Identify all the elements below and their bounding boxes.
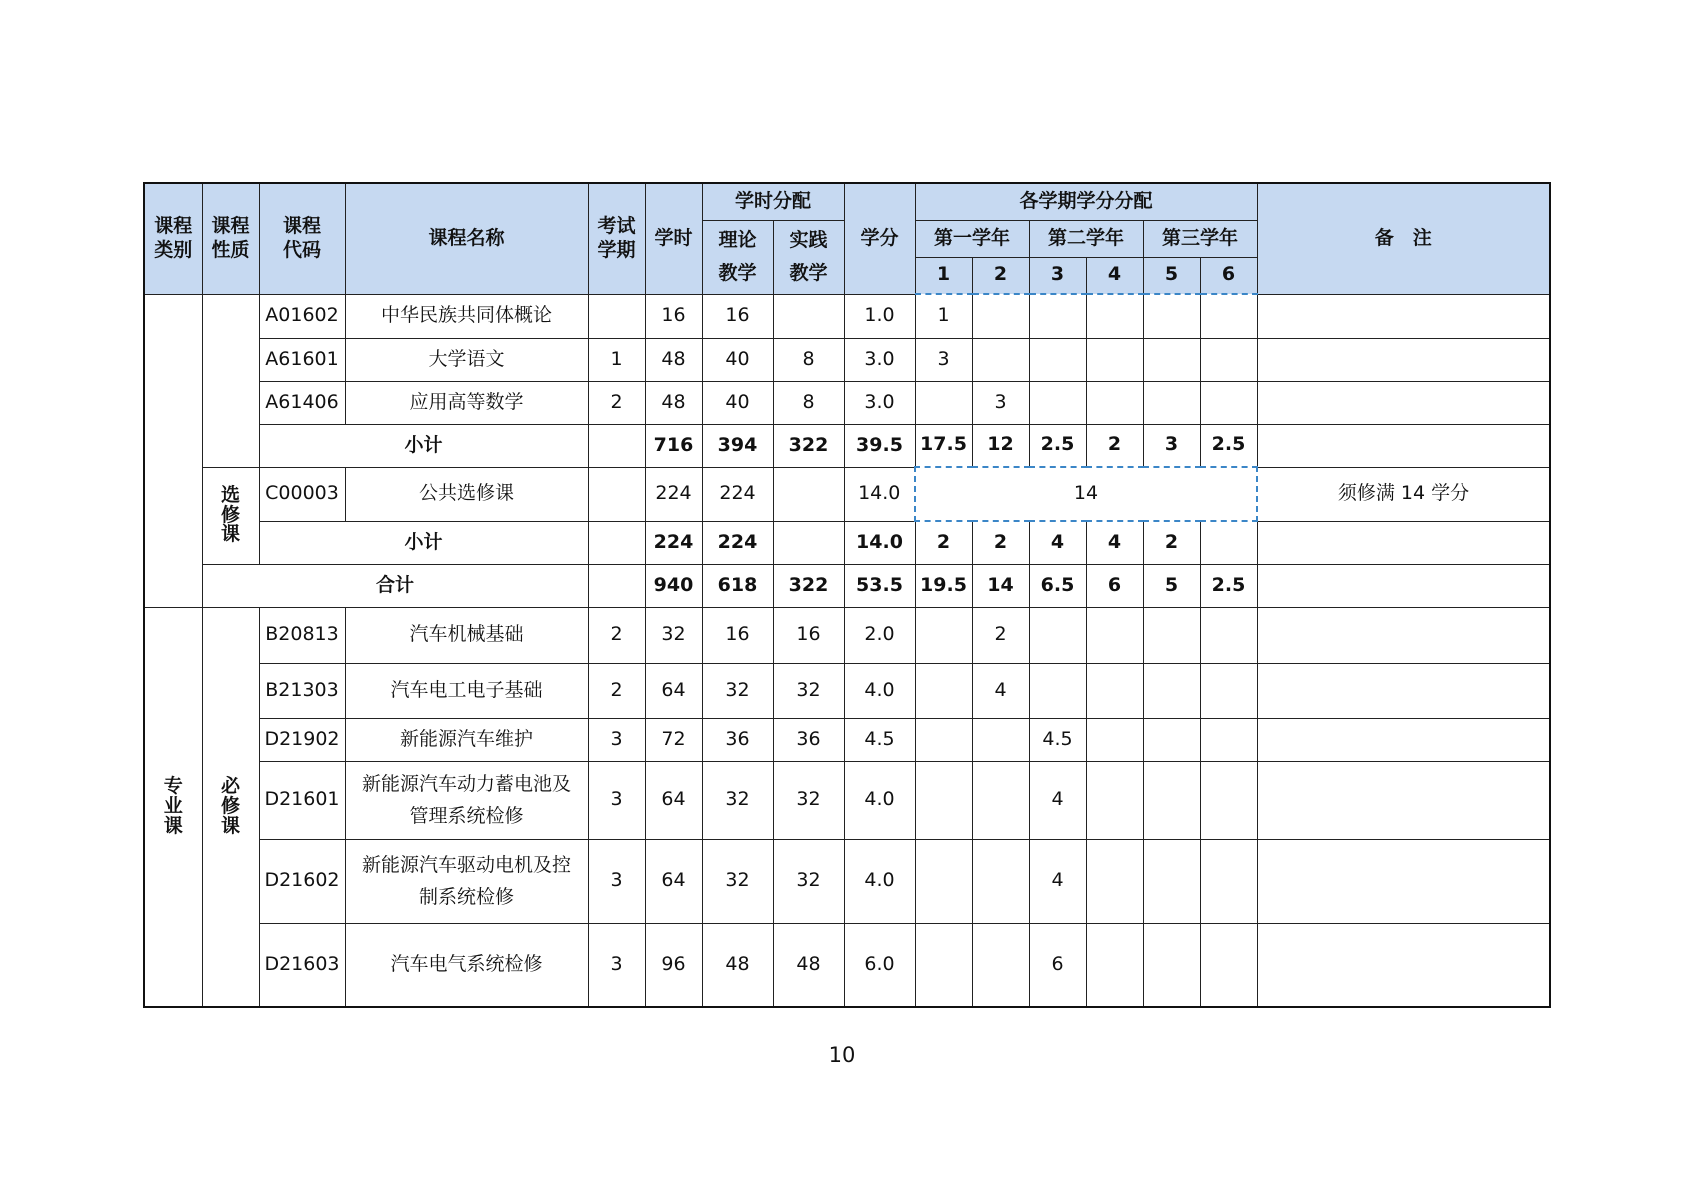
exam-term: [588, 467, 645, 521]
course-name: 汽车电工电子基础: [345, 663, 588, 718]
hours: 16: [645, 294, 702, 338]
sem-credit: [915, 761, 972, 839]
sem-credit: [1086, 663, 1143, 718]
header-practice: 实践 教学: [773, 220, 844, 294]
header-theory: 理论 教学: [702, 220, 773, 294]
sem-credit: 6.5: [1029, 564, 1086, 607]
theory-hours: 32: [702, 839, 773, 923]
course-code: B20813: [259, 607, 345, 663]
header-hours-split: 学时分配: [702, 183, 844, 220]
practice-hours: 322: [773, 424, 844, 467]
exam-term: [588, 424, 645, 467]
subtotal-row: [144, 521, 1550, 564]
sem-credit: [1143, 663, 1200, 718]
sem-credit: [1086, 338, 1143, 381]
course-name: 公共选修课: [345, 467, 588, 521]
course-code: D21602: [259, 839, 345, 923]
credits: 3.0: [844, 381, 915, 424]
category-cell-public: [144, 294, 202, 607]
credits: 4.0: [844, 761, 915, 839]
sem-credit: 12: [972, 424, 1029, 467]
table-row: [144, 338, 1550, 381]
sem-credit: 2: [972, 607, 1029, 663]
sem-credit: 19.5: [915, 564, 972, 607]
hours: 64: [645, 839, 702, 923]
category-cell-professional: 专 业 课: [144, 607, 202, 1007]
page-number: 10: [828, 1043, 856, 1067]
course-code: A01602: [259, 294, 345, 338]
practice-hours: 322: [773, 564, 844, 607]
sem-credit: [1086, 718, 1143, 761]
sem-credit: [1200, 338, 1257, 381]
course-name: 应用高等数学: [345, 381, 588, 424]
subtotal-row: [144, 424, 1550, 467]
total-row: [144, 564, 1550, 607]
credits: 4.5: [844, 718, 915, 761]
exam-term: 1: [588, 338, 645, 381]
sem-credit: 2.5: [1200, 564, 1257, 607]
sem-credit: [1143, 718, 1200, 761]
header-hours: 学时: [645, 183, 702, 294]
header-sem-1: 1: [915, 257, 972, 294]
header-sem-credits: 各学期学分分配: [915, 183, 1257, 220]
theory-hours: 224: [702, 467, 773, 521]
practice-hours: 32: [773, 839, 844, 923]
sem-credit: [915, 663, 972, 718]
sem-credit: 1: [915, 294, 972, 338]
exam-term: 2: [588, 663, 645, 718]
table-row: [144, 839, 1550, 923]
exam-term: 3: [588, 839, 645, 923]
sem-credit: [1029, 607, 1086, 663]
sem-credit: [1086, 381, 1143, 424]
sem-credit: 4: [1086, 521, 1143, 564]
sem-credit: [972, 718, 1029, 761]
exam-term: 2: [588, 607, 645, 663]
sem-credit: [1200, 718, 1257, 761]
hours: 940: [645, 564, 702, 607]
hours: 96: [645, 923, 702, 1007]
sem-credit: [915, 607, 972, 663]
sem-credit: [1029, 381, 1086, 424]
sem-credit: [1200, 923, 1257, 1007]
sem-credit: [915, 839, 972, 923]
remark: [1257, 607, 1550, 663]
hours: 64: [645, 663, 702, 718]
remark: [1257, 564, 1550, 607]
course-code: B21303: [259, 663, 345, 718]
sem-credit: [1200, 381, 1257, 424]
table-row: [144, 294, 1550, 338]
sem-credit: [915, 718, 972, 761]
curriculum-table: [143, 182, 1551, 1008]
sem-credit: 14: [972, 564, 1029, 607]
practice-hours: 32: [773, 663, 844, 718]
course-name: 新能源汽车动力蓄电池及 管理系统检修: [345, 761, 588, 839]
course-code: D21601: [259, 761, 345, 839]
header-sem-4: 4: [1086, 257, 1143, 294]
practice-hours: [773, 294, 844, 338]
sem-credit: 6: [1029, 923, 1086, 1007]
sem-credit: [1200, 521, 1257, 564]
subtotal-label: 小计: [259, 521, 588, 564]
sem-credit: [1143, 607, 1200, 663]
header-code: 课程 代码: [259, 183, 345, 294]
exam-term: 3: [588, 718, 645, 761]
header-remarks: 备 注: [1257, 183, 1550, 294]
sem-credit: 3: [972, 381, 1029, 424]
hours: 64: [645, 761, 702, 839]
remark: [1257, 338, 1550, 381]
hours: 48: [645, 381, 702, 424]
credits: 2.0: [844, 607, 915, 663]
sem-credit: 3: [1143, 424, 1200, 467]
hours: 48: [645, 338, 702, 381]
course-code: D21603: [259, 923, 345, 1007]
sem-credit: [1086, 607, 1143, 663]
course-code: A61601: [259, 338, 345, 381]
sem-credit: 4: [1029, 521, 1086, 564]
course-code: A61406: [259, 381, 345, 424]
course-code: C00003: [259, 467, 345, 521]
sem-credit: [972, 294, 1029, 338]
theory-hours: 36: [702, 718, 773, 761]
exam-term: [588, 564, 645, 607]
sem-credit: 4: [972, 663, 1029, 718]
sem-credit: [1143, 338, 1200, 381]
sem-credit: 6: [1086, 564, 1143, 607]
remark: [1257, 718, 1550, 761]
sem-credit: 2.5: [1200, 424, 1257, 467]
credits: 14.0: [844, 467, 915, 521]
theory-hours: 16: [702, 294, 773, 338]
remark: [1257, 761, 1550, 839]
theory-hours: 16: [702, 607, 773, 663]
theory-hours: 32: [702, 761, 773, 839]
sem-credit: [1143, 839, 1200, 923]
nature-cell-public-elective: 选 修 课: [202, 467, 259, 564]
credits: 4.0: [844, 663, 915, 718]
remark: [1257, 923, 1550, 1007]
total-label: 合计: [202, 564, 588, 607]
sem-credit: 4: [1029, 839, 1086, 923]
sem-credit: [1143, 761, 1200, 839]
theory-hours: 40: [702, 381, 773, 424]
table-row: [144, 923, 1550, 1007]
course-code: D21902: [259, 718, 345, 761]
hours: 224: [645, 521, 702, 564]
sem-credit: [1200, 761, 1257, 839]
table-row: [144, 663, 1550, 718]
exam-term: 3: [588, 761, 645, 839]
sem-credit: [1200, 607, 1257, 663]
remark: [1257, 294, 1550, 338]
subtotal-label: 小计: [259, 424, 588, 467]
sem-credit: 4.5: [1029, 718, 1086, 761]
theory-hours: 32: [702, 663, 773, 718]
exam-term: 2: [588, 381, 645, 424]
header-sem-5: 5: [1143, 257, 1200, 294]
theory-hours: 40: [702, 338, 773, 381]
theory-hours: 618: [702, 564, 773, 607]
sem-credit: [915, 923, 972, 1007]
credits: 1.0: [844, 294, 915, 338]
practice-hours: 8: [773, 338, 844, 381]
practice-hours: [773, 467, 844, 521]
credits: 53.5: [844, 564, 915, 607]
header-name: 课程名称: [345, 183, 588, 294]
credits: 14.0: [844, 521, 915, 564]
header-exam: 考试 学期: [588, 183, 645, 294]
header-year3: 第三学年: [1143, 220, 1257, 257]
sem-credit: [972, 923, 1029, 1007]
sem-credit-merged: 14: [915, 467, 1257, 521]
practice-hours: 32: [773, 761, 844, 839]
table-row: [144, 718, 1550, 761]
sem-credit: 17.5: [915, 424, 972, 467]
sem-credit: [1200, 839, 1257, 923]
sem-credit: [1143, 294, 1200, 338]
sem-credit: 5: [1143, 564, 1200, 607]
sem-credit: [1200, 663, 1257, 718]
sem-credit: 2: [1086, 424, 1143, 467]
sem-credit: [1029, 663, 1086, 718]
header-year1: 第一学年: [915, 220, 1029, 257]
hours: 716: [645, 424, 702, 467]
hours: 32: [645, 607, 702, 663]
table-row: [144, 467, 1550, 521]
theory-hours: 394: [702, 424, 773, 467]
credits: 6.0: [844, 923, 915, 1007]
table-header: [144, 183, 1550, 294]
remark: 须修满 14 学分: [1257, 467, 1550, 521]
sem-credit: [1200, 294, 1257, 338]
practice-hours: 8: [773, 381, 844, 424]
sem-credit: [972, 338, 1029, 381]
header-credits: 学分: [844, 183, 915, 294]
course-name: 新能源汽车维护: [345, 718, 588, 761]
practice-hours: 36: [773, 718, 844, 761]
sem-credit: 2: [915, 521, 972, 564]
sem-credit: [1086, 761, 1143, 839]
remark: [1257, 521, 1550, 564]
practice-hours: 16: [773, 607, 844, 663]
hours: 224: [645, 467, 702, 521]
credits: 4.0: [844, 839, 915, 923]
header-category: 课程 类别: [144, 183, 202, 294]
theory-hours: 48: [702, 923, 773, 1007]
sem-credit: [1086, 839, 1143, 923]
sem-credit: 4: [1029, 761, 1086, 839]
exam-term: 3: [588, 923, 645, 1007]
remark: [1257, 839, 1550, 923]
remark: [1257, 663, 1550, 718]
course-name: 中华民族共同体概论: [345, 294, 588, 338]
header-sem-6: 6: [1200, 257, 1257, 294]
nature-cell-professional-required: 必 修 课: [202, 607, 259, 1007]
nature-cell-public-required: [202, 294, 259, 467]
course-name: 汽车电气系统检修: [345, 923, 588, 1007]
sem-credit: [1029, 338, 1086, 381]
course-name: 大学语文: [345, 338, 588, 381]
remark: [1257, 424, 1550, 467]
course-name: 汽车机械基础: [345, 607, 588, 663]
sem-credit: [915, 381, 972, 424]
theory-hours: 224: [702, 521, 773, 564]
credits: 39.5: [844, 424, 915, 467]
sem-credit: [1143, 381, 1200, 424]
remark: [1257, 381, 1550, 424]
header-sem-3: 3: [1029, 257, 1086, 294]
sem-credit: 2: [972, 521, 1029, 564]
sem-credit: [972, 839, 1029, 923]
exam-term: [588, 294, 645, 338]
sem-credit: [972, 761, 1029, 839]
sem-credit: 2: [1143, 521, 1200, 564]
sem-credit: [1086, 923, 1143, 1007]
sem-credit: 3: [915, 338, 972, 381]
header-sem-2: 2: [972, 257, 1029, 294]
header-year2: 第二学年: [1029, 220, 1143, 257]
course-name: 新能源汽车驱动电机及控 制系统检修: [345, 839, 588, 923]
table-row: [144, 761, 1550, 839]
credits: 3.0: [844, 338, 915, 381]
sem-credit: 2.5: [1029, 424, 1086, 467]
sem-credit: [1029, 294, 1086, 338]
exam-term: [588, 521, 645, 564]
practice-hours: [773, 521, 844, 564]
header-nature: 课程 性质: [202, 183, 259, 294]
sem-credit: [1086, 294, 1143, 338]
table-row: [144, 607, 1550, 663]
sem-credit: [1143, 923, 1200, 1007]
practice-hours: 48: [773, 923, 844, 1007]
table-row: [144, 381, 1550, 424]
hours: 72: [645, 718, 702, 761]
